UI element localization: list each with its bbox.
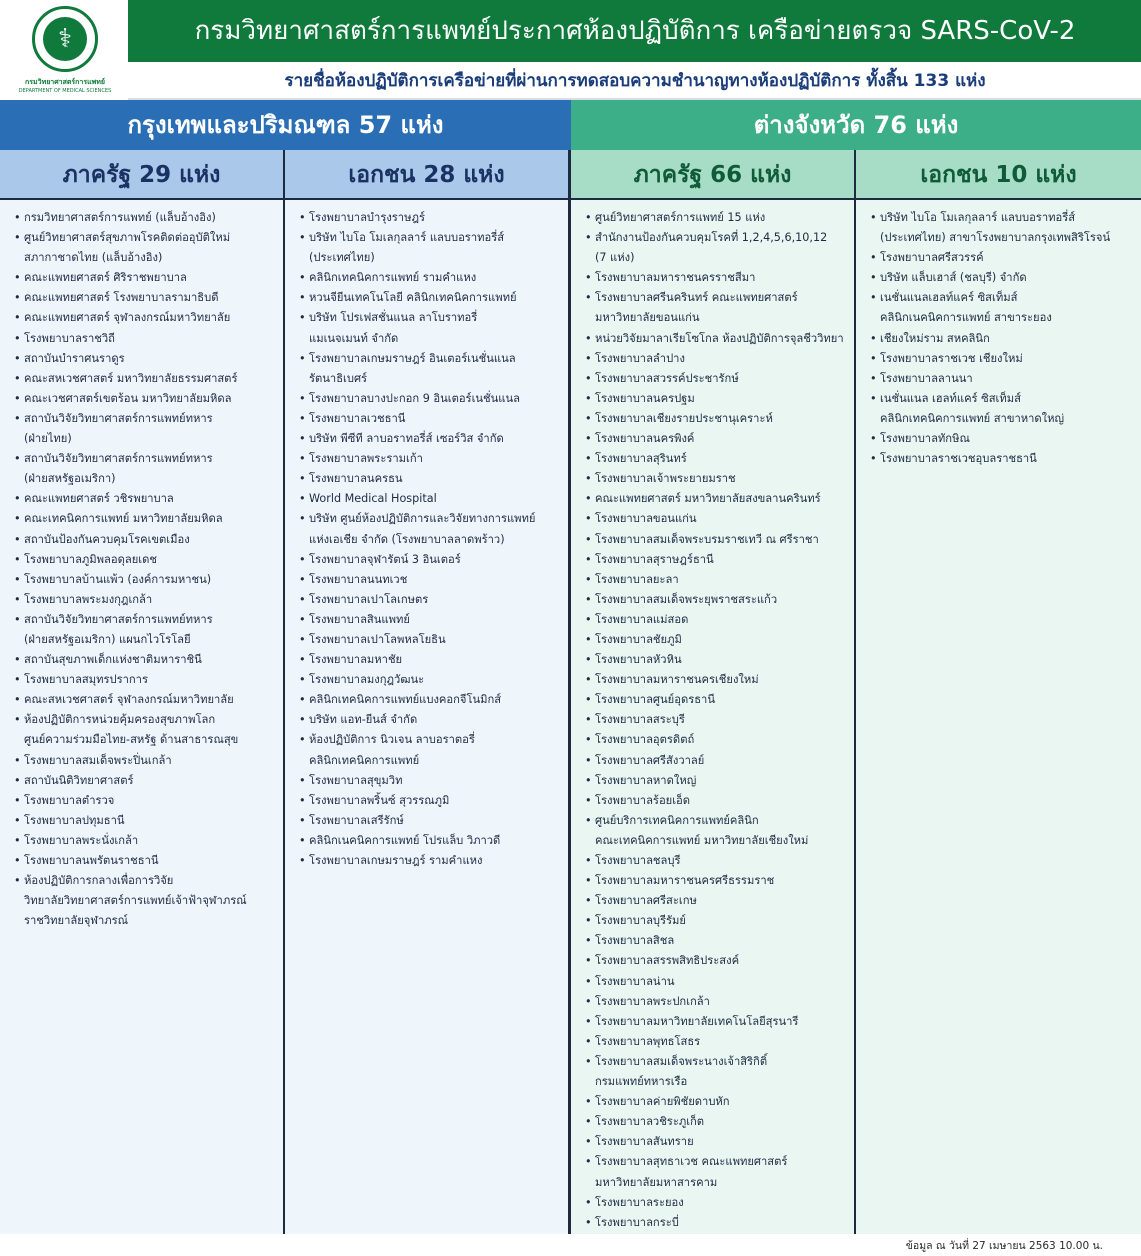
list-item [870, 288, 1137, 328]
list-item [870, 248, 1137, 268]
region-bangkok-heading: กรุงเทพและปริมณฑล 57 แห่ง [0, 100, 571, 150]
list-item-line: แมเนจเมนท์ จำกัด [309, 331, 399, 345]
lab-list [571, 200, 854, 1233]
list-item-line: • โรงพยาบาลเกษมราษฎร์ รามคำแหง [309, 854, 483, 867]
list-item-line: • โรงพยาบาลวชิระภูเก็ต [595, 1115, 705, 1129]
column-heading: เอกชน 28 แห่ง [285, 150, 568, 200]
list-item-line: • โรงพยาบาลสรรพสิทธิประสงค์ [595, 954, 740, 968]
list-item-line: • เชียงใหม่ราม สหคลินิก [880, 331, 990, 345]
list-item-line: • โรงพยาบาลราชเวชอุบลราชธานี [880, 452, 1037, 466]
list-item-line: • โรงพยาบาลบุรีรัมย์ [595, 914, 686, 928]
list-item [14, 509, 279, 529]
list-item [299, 308, 564, 348]
list-item [585, 951, 850, 971]
list-item [299, 771, 564, 791]
list-item-line: • โรงพยาบาลบำรุงราษฎร์ [309, 211, 425, 224]
list-item-line: • โรงพยาบาลร้อยเอ็ด [595, 793, 691, 807]
list-item-line: • โรงพยาบาลหัวหิน [595, 653, 682, 667]
list-item [299, 349, 564, 389]
list-item-line: • โรงพยาบาลค่ายพิชัยดาบหัก [595, 1095, 730, 1109]
list-item [585, 791, 850, 811]
list-item-line: • เนชั่นแนล เฮลท์แคร์ ซิสเท็มส์ [880, 391, 1021, 405]
list-item [299, 690, 564, 710]
list-item-line: • โรงพยาบาลมหาวิทยาลัยเทคโนโลยีสุรนารี [595, 1014, 799, 1028]
data-date-note: ข้อมูล ณ วันที่ 27 เมษายน 2563 10.00 น. [905, 1240, 1103, 1252]
list-item [299, 228, 564, 268]
list-item-line: • ห้องปฏิบัติการ นิวเจน ลาบอราตอรี่ [309, 733, 475, 747]
list-item [14, 489, 279, 509]
list-item [14, 530, 279, 550]
list-item [585, 650, 850, 670]
list-item [585, 590, 850, 610]
list-item [14, 389, 279, 409]
list-item [585, 992, 850, 1012]
list-item [585, 972, 850, 992]
list-item [14, 871, 279, 931]
list-item [299, 710, 564, 730]
list-item [585, 891, 850, 911]
list-item-line: • โรงพยาบาลสิชล [595, 934, 675, 948]
list-item [870, 268, 1137, 288]
list-item-line: • โรงพยาบาลขอนแก่น [595, 512, 697, 526]
list-item-line: • โรงพยาบาลสุขุมวิท [309, 773, 403, 787]
list-item [299, 670, 564, 690]
list-item [299, 389, 564, 409]
list-item-line: • โรงพยาบาลสินแพทย์ [309, 612, 410, 626]
logo [0, 0, 128, 100]
list-item-line: • คณะเทคนิคการแพทย์ มหาวิทยาลัยมหิดล [24, 512, 223, 526]
list-item-line: • โรงพยาบาลกระบี่ [595, 1215, 679, 1229]
list-item-line: • คณะสหเวชศาสตร์ จุฬาลงกรณ์มหาวิทยาลัย [24, 693, 234, 707]
list-item-line: • คณะแพทยศาสตร์ มหาวิทยาลัยสงขลานครินทร์ [595, 492, 821, 506]
list-item [299, 550, 564, 570]
list-item [585, 409, 850, 429]
list-item-line: • โรงพยาบาลพระมงกุฎเกล้า [24, 592, 153, 606]
list-item [585, 931, 850, 951]
list-item-line: • หวนจียีนเทคโนโลยี คลินิกเทคนิคการแพทย์ [309, 291, 517, 305]
list-item-line: • โรงพยาบาลสมเด็จพระนางเจ้าสิริกิติ์ [595, 1054, 768, 1068]
list-item-line: • โรงพยาบาลปทุมธานี [24, 813, 125, 827]
list-item-line: • โรงพยาบาลเกษมราษฎร์ อินเตอร์เนชั่นแนล [309, 351, 516, 365]
list-item-line: • โรงพยาบาลหาดใหญ่ [595, 773, 697, 787]
list-item [14, 831, 279, 851]
lab-list [0, 200, 283, 931]
list-item-line: • โรงพยาบาลสมเด็จพระยุพราชสระแก้ว [595, 592, 778, 606]
list-item [299, 449, 564, 469]
list-item-line: มหาวิทยาลัยมหาสารคาม [595, 1175, 718, 1189]
list-item-line: • บริษัท พีซีที ลาบอราทอรี่ส์ เซอร์วิส จำกัด [309, 432, 504, 446]
list-item [299, 650, 564, 670]
list-item-line: • โรงพยาบาลภูมิพลอดุลยเดช [24, 552, 157, 566]
list-item-line: • บริษัท ไบโอ โมเลกุลลาร์ แลบบอราทอรี่ส์ [309, 231, 505, 245]
list-item [585, 610, 850, 630]
list-item-line: รัตนาธิเบศร์ [309, 371, 368, 385]
list-item-line: วิทยาลัยวิทยาศาสตร์การแพทย์เจ้าฟ้าจุฬาภรณ์ [24, 894, 247, 908]
list-item [585, 710, 850, 730]
list-item [299, 208, 564, 228]
logo-seal-icon: ⚕ [32, 6, 98, 72]
list-item-line: • ห้องปฏิบัติการหน่วยคุ้มครองสุขภาพโลก [24, 713, 216, 727]
list-item-line: • โรงพยาบาลชัยภูมิ [595, 632, 682, 646]
list-item [585, 469, 850, 489]
list-item [585, 208, 850, 228]
list-item-line: • โรงพยาบาลมหาราชนครเชียงใหม่ [595, 673, 759, 687]
list-item [585, 509, 850, 529]
list-item [585, 1012, 850, 1032]
list-item-line: • โรงพยาบาลศูนย์อุดรธานี [595, 693, 715, 707]
list-item [585, 329, 850, 349]
list-item-line: • บริษัท ไบโอ โมเลกุลลาร์ แลบบอราทอรี่ส์ [880, 211, 1076, 224]
list-item [299, 489, 564, 509]
list-item [299, 429, 564, 449]
list-item [299, 630, 564, 650]
header [0, 0, 1141, 100]
list-item-line: • คณะสหเวชศาสตร์ มหาวิทยาลัยธรรมศาสตร์ [24, 371, 238, 385]
list-item [299, 610, 564, 630]
list-item [585, 1052, 850, 1092]
list-item-line: • โรงพยาบาลพุทธโสธร [595, 1034, 701, 1048]
list-item [585, 690, 850, 710]
column-heading: เอกชน 10 แห่ง [856, 150, 1141, 200]
list-item-line: • โรงพยาบาลนครธน [309, 472, 403, 486]
list-item-line: • โรงพยาบาลพระรามเก้า [309, 452, 423, 466]
logo-subtext: DEPARTMENT OF MEDICAL SCIENCES [18, 88, 112, 94]
list-item-line: • โรงพยาบาลทักษิณ [880, 432, 970, 446]
list-item-line: • โรงพยาบาลสุทธาเวช คณะแพทยศาสตร์ [595, 1155, 788, 1169]
list-item [585, 1092, 850, 1112]
list-item-line: • โรงพยาบาลศรีสะเกษ [595, 894, 697, 908]
list-item [870, 329, 1137, 349]
list-item [585, 811, 850, 851]
list-item-line: • โรงพยาบาลมหาชัย [309, 653, 403, 667]
list-item-line: • โรงพยาบาลลำปาง [595, 351, 685, 365]
list-item-line: • บริษัท โปรเฟสชั่นแนล ลาโบราทอรี่ [309, 311, 478, 325]
list-item [14, 349, 279, 369]
list-item-line: • ห้องปฏิบัติการกลางเพื่อการวิจัย [24, 874, 174, 888]
list-item-line: • โรงพยาบาลน่าน [595, 974, 675, 988]
column-heading: ภาครัฐ 29 แห่ง [0, 150, 283, 200]
list-item [14, 268, 279, 288]
list-item [585, 1032, 850, 1052]
list-item [585, 369, 850, 389]
list-item-line: • คณะแพทยศาสตร์ จุฬาลงกรณ์มหาวิทยาลัย [24, 311, 231, 325]
list-item [14, 851, 279, 871]
list-item-line: • โรงพยาบาลสมเด็จพระปิ่นเกล้า [24, 753, 172, 767]
list-item-line: (ประเทศไทย) [309, 251, 375, 265]
list-item-line: • โรงพยาบาลมงกุฎวัฒนะ [309, 673, 425, 687]
list-item-line: • โรงพยาบาลศรีสวรรค์ [880, 251, 984, 265]
list-item [14, 610, 279, 650]
list-item [585, 771, 850, 791]
list-item-line: • สถาบันบำราศนราดูร [24, 351, 125, 365]
list-item-line: ศูนย์ความร่วมมือไทย-สหรัฐ ด้านสาธารณสุข [24, 733, 239, 747]
list-item-line: • หน่วยวิจัยมาลาเรียโซโกล ห้องปฏิบัติการจุลชีววิทยา [595, 331, 844, 345]
list-item [14, 690, 279, 710]
list-item-line: • เนชั่นแนลเฮลท์แคร์ ซิสเท็มส์ [880, 291, 1018, 305]
list-item-line: กรมแพทย์ทหารเรือ [595, 1075, 688, 1089]
list-item [870, 208, 1137, 248]
list-item [585, 489, 850, 509]
list-item [585, 1112, 850, 1132]
list-item-line: (7 แห่ง) [595, 251, 635, 265]
list-item [14, 670, 279, 690]
list-item [299, 268, 564, 288]
list-item-line: • โรงพยาบาลบ้านแพ้ว (องค์การมหาชน) [24, 572, 212, 586]
list-item-line: • โรงพยาบาลนครปฐม [595, 391, 695, 405]
list-item-line: • สถาบันสุขภาพเด็กแห่งชาติมหาราชินี [24, 653, 202, 667]
list-item-line: • โรงพยาบาลสุรินทร์ [595, 452, 687, 466]
page-title: กรมวิทยาศาสตร์การแพทย์ประกาศห้องปฏิบัติการ เครือข่ายตรวจ SARS-CoV-2 [194, 16, 1076, 46]
list-item [14, 208, 279, 228]
list-item [14, 449, 279, 489]
list-item-line: • โรงพยาบาลอุตรดิตถ์ [595, 733, 695, 747]
list-item-line: • ศูนย์วิทยาศาสตร์สุขภาพโรคติดต่ออุบัติใหม่ [24, 231, 231, 245]
list-item-line: • โรงพยาบาลมหาราชนครราชสีมา [595, 271, 756, 285]
list-item-line: • โรงพยาบาลลานนา [880, 371, 973, 385]
lab-list [856, 200, 1141, 469]
list-item-line: • โรงพยาบาลเชียงรายประชานุเคราะห์ [595, 411, 773, 425]
list-item-line: • คณะเวชศาสตร์เขตร้อน มหาวิทยาลัยมหิดล [24, 391, 232, 405]
list-item [14, 811, 279, 831]
list-item [14, 771, 279, 791]
list-item-line: (ฝ่ายสหรัฐอเมริกา) [24, 472, 116, 486]
list-item [585, 871, 850, 891]
list-item-line: • บริษัท แล็บเฮาส์ (ชลบุรี) จำกัด [880, 271, 1027, 285]
list-item [299, 730, 564, 770]
logo-text: กรมวิทยาศาสตร์การแพทย์ [25, 78, 105, 86]
list-item [585, 1132, 850, 1152]
list-item-line: สภากาชาดไทย (แล็บอ้างอิง) [24, 251, 163, 265]
list-item [870, 369, 1137, 389]
list-item-line: • โรงพยาบาลเสรีรักษ์ [309, 813, 404, 827]
list-item-line: • สำนักงานป้องกันควบคุมโรคที่ 1,2,4,5,6,10,12 [595, 231, 828, 245]
list-item-line: • โรงพยาบาลแม่สอด [595, 612, 689, 626]
list-item-line: • World Medical Hospital [309, 492, 437, 506]
column-bkk-private [285, 150, 571, 1234]
list-item [299, 791, 564, 811]
list-item-line: • โรงพยาบาลระยอง [595, 1195, 684, 1209]
list-item [299, 851, 564, 871]
list-item-line: คณะเทคนิคการแพทย์ มหาวิทยาลัยเชียงใหม่ [595, 833, 809, 847]
list-item [299, 288, 564, 308]
list-item-line: • โรงพยาบาลสวรรค์ประชารักษ์ [595, 371, 739, 385]
list-item-line: • โรงพยาบาลนพรัตนราชธานี [24, 854, 159, 867]
list-item [585, 228, 850, 268]
list-item-line: • โรงพยาบาลสันทราย [595, 1135, 694, 1149]
list-item [870, 429, 1137, 449]
list-item [585, 349, 850, 369]
list-item [14, 710, 279, 750]
list-item [14, 650, 279, 670]
list-item [14, 228, 279, 268]
list-item [585, 570, 850, 590]
list-item-line: มหาวิทยาลัยขอนแก่น [595, 311, 700, 325]
list-item-line: • โรงพยาบาลศรีนครินทร์ คณะแพทยศาสตร์ [595, 291, 798, 305]
region-provinces-heading: ต่างจังหวัด 76 แห่ง [571, 100, 1141, 150]
list-item [585, 530, 850, 550]
list-item-line: • ศูนย์บริการเทคนิคการแพทย์คลินิก [595, 813, 759, 827]
list-item [585, 1193, 850, 1213]
list-item [14, 791, 279, 811]
list-item-line: • โรงพยาบาลยะลา [595, 572, 679, 586]
list-item [14, 308, 279, 328]
list-item [585, 670, 850, 690]
list-item-line: • โรงพยาบาลตำรวจ [24, 793, 115, 807]
list-item-line: ราชวิทยาลัยจุฬาภรณ์ [24, 914, 129, 928]
list-item-line: • โรงพยาบาลศรีสังวาลย์ [595, 753, 705, 767]
column-province-private [856, 150, 1141, 1234]
list-item-line: • บริษัท ศูนย์ห้องปฏิบัติการและวิจัยทางการแพทย์ [309, 512, 536, 526]
list-item-line: • โรงพยาบาลพระปกเกล้า [595, 994, 710, 1008]
list-item-line: • โรงพยาบาลนครพิงค์ [595, 432, 695, 446]
list-item-line: • โรงพยาบาลสระบุรี [595, 713, 685, 727]
list-item [585, 851, 850, 871]
page-subtitle: รายชื่อห้องปฏิบัติการเครือข่ายที่ผ่านการทดสอบความชำนาญทางห้องปฏิบัติการ ทั้งสิ้น 133 แห่ง [284, 71, 986, 91]
list-item [299, 811, 564, 831]
list-item-line: • โรงพยาบาลจุฬารัตน์ 3 อินเตอร์ [309, 552, 461, 566]
lab-list [285, 200, 568, 871]
list-item [14, 570, 279, 590]
list-item-line: (ฝ่ายไทย) [24, 432, 72, 446]
list-item [585, 550, 850, 570]
list-item-line: • โรงพยาบาลเวชธานี [309, 411, 406, 425]
list-item-line: (ฝ่ายสหรัฐอเมริกา) แผนกไวโรโลยี [24, 632, 191, 646]
column-heading: ภาครัฐ 66 แห่ง [571, 150, 854, 200]
list-item-line: • โรงพยาบาลสุราษฎร์ธานี [595, 552, 714, 566]
list-item [299, 570, 564, 590]
list-item-line: • บริษัท แอท-ยีนส์ จำกัด [309, 713, 418, 727]
list-item [585, 429, 850, 449]
list-item [585, 730, 850, 750]
list-item [870, 349, 1137, 369]
list-item-line: • โรงพยาบาลเจ้าพระยายมราช [595, 472, 736, 486]
list-item-line: • สถาบันนิติวิทยาศาสตร์ [24, 773, 134, 787]
list-item [14, 409, 279, 449]
list-item-line: • ศูนย์วิทยาศาสตร์การแพทย์ 15 แห่ง [595, 211, 766, 224]
list-item [14, 590, 279, 610]
list-item-line: • คณะแพทยศาสตร์ ศิริราชพยาบาล [24, 271, 187, 285]
list-item [585, 1213, 850, 1233]
list-item [299, 831, 564, 851]
list-item-line: (ประเทศไทย) สาขาโรงพยาบาลกรุงเทพสิริโรจน์ [880, 231, 1111, 245]
list-item-line: • โรงพยาบาลมหาราชนครศรีธรรมราช [595, 874, 775, 888]
list-item [585, 751, 850, 771]
list-item [299, 509, 564, 549]
list-item [299, 469, 564, 489]
list-item [870, 389, 1137, 429]
list-item-line: • คณะแพทยศาสตร์ วชิรพยาบาล [24, 492, 174, 506]
list-item [14, 329, 279, 349]
list-item-line: • โรงพยาบาลเปาโลพหลโยธิน [309, 632, 446, 646]
list-item [585, 268, 850, 288]
list-item [585, 389, 850, 409]
list-item-line: • โรงพยาบาลสมุทรปราการ [24, 673, 148, 687]
list-item-line: • โรงพยาบาลนนทเวช [309, 572, 408, 586]
list-item-line: • โรงพยาบาลชลบุรี [595, 854, 681, 867]
list-item-line: • กรมวิทยาศาสตร์การแพทย์ (แล็บอ้างอิง) [24, 211, 216, 224]
list-item-line: • โรงพยาบาลบางปะกอก 9 อินเตอร์เนชั่นแนล [309, 391, 520, 405]
list-item-line: • โรงพยาบาลเปาโลเกษตร [309, 592, 429, 606]
list-item-line: • คลินิกเนคนิคการแพทย์ โปรแล็บ วิภาวดี [309, 833, 501, 847]
list-item-line: • คลินิกเทคนิคการแพทย์ รามคำแหง [309, 271, 477, 285]
list-item-line: • สถาบันวิจัยวิทยาศาสตร์การแพทย์ทหาร [24, 612, 213, 626]
list-item-line: คลินิกเนคนิคการแพทย์ สาขาระยอง [880, 311, 1052, 325]
list-item [870, 449, 1137, 469]
list-item-line: • สถาบันวิจัยวิทยาศาสตร์การแพทย์ทหาร [24, 452, 213, 466]
list-item-line: • โรงพยาบาลพระนั่งเกล้า [24, 833, 139, 847]
list-item-line: • โรงพยาบาลพริ้นซ์ สุวรรณภูมิ [309, 793, 450, 807]
list-item-line: คลินิกเทคนิคการแพทย์ [309, 753, 420, 767]
column-bkk-public [0, 150, 285, 1234]
column-province-public [571, 150, 856, 1234]
list-item [299, 590, 564, 610]
list-item [14, 288, 279, 308]
list-item-line: • โรงพยาบาลราชวิถี [24, 331, 115, 345]
list-item [585, 288, 850, 328]
list-item-line: • โรงพยาบาลราชเวช เชียงใหม่ [880, 351, 1023, 365]
list-item [585, 449, 850, 469]
list-item-line: • โรงพยาบาลสมเด็จพระบรมราชเทวี ณ ศรีราชา [595, 532, 819, 546]
list-item [585, 911, 850, 931]
list-item [14, 751, 279, 771]
list-item [299, 409, 564, 429]
list-item [14, 550, 279, 570]
list-item-line: • สถาบันวิจัยวิทยาศาสตร์การแพทย์ทหาร [24, 411, 213, 425]
list-item-line: • คลินิกเทคนิคการแพทย์แบงคอกจีโนมิกส์ [309, 693, 502, 707]
list-item [585, 630, 850, 650]
list-item-line: แห่งเอเชีย จำกัด (โรงพยาบาลลาดพร้าว) [309, 532, 505, 546]
list-item-line: คลินิกเทคนิคการแพทย์ สาขาหาดใหญ่ [880, 411, 1065, 425]
list-item [14, 369, 279, 389]
list-item [585, 1152, 850, 1192]
list-item-line: • สถาบันป้องกันควบคุมโรคเขตเมือง [24, 532, 190, 546]
list-item-line: • คณะแพทยศาสตร์ โรงพยาบาลรามาธิบดี [24, 291, 219, 305]
